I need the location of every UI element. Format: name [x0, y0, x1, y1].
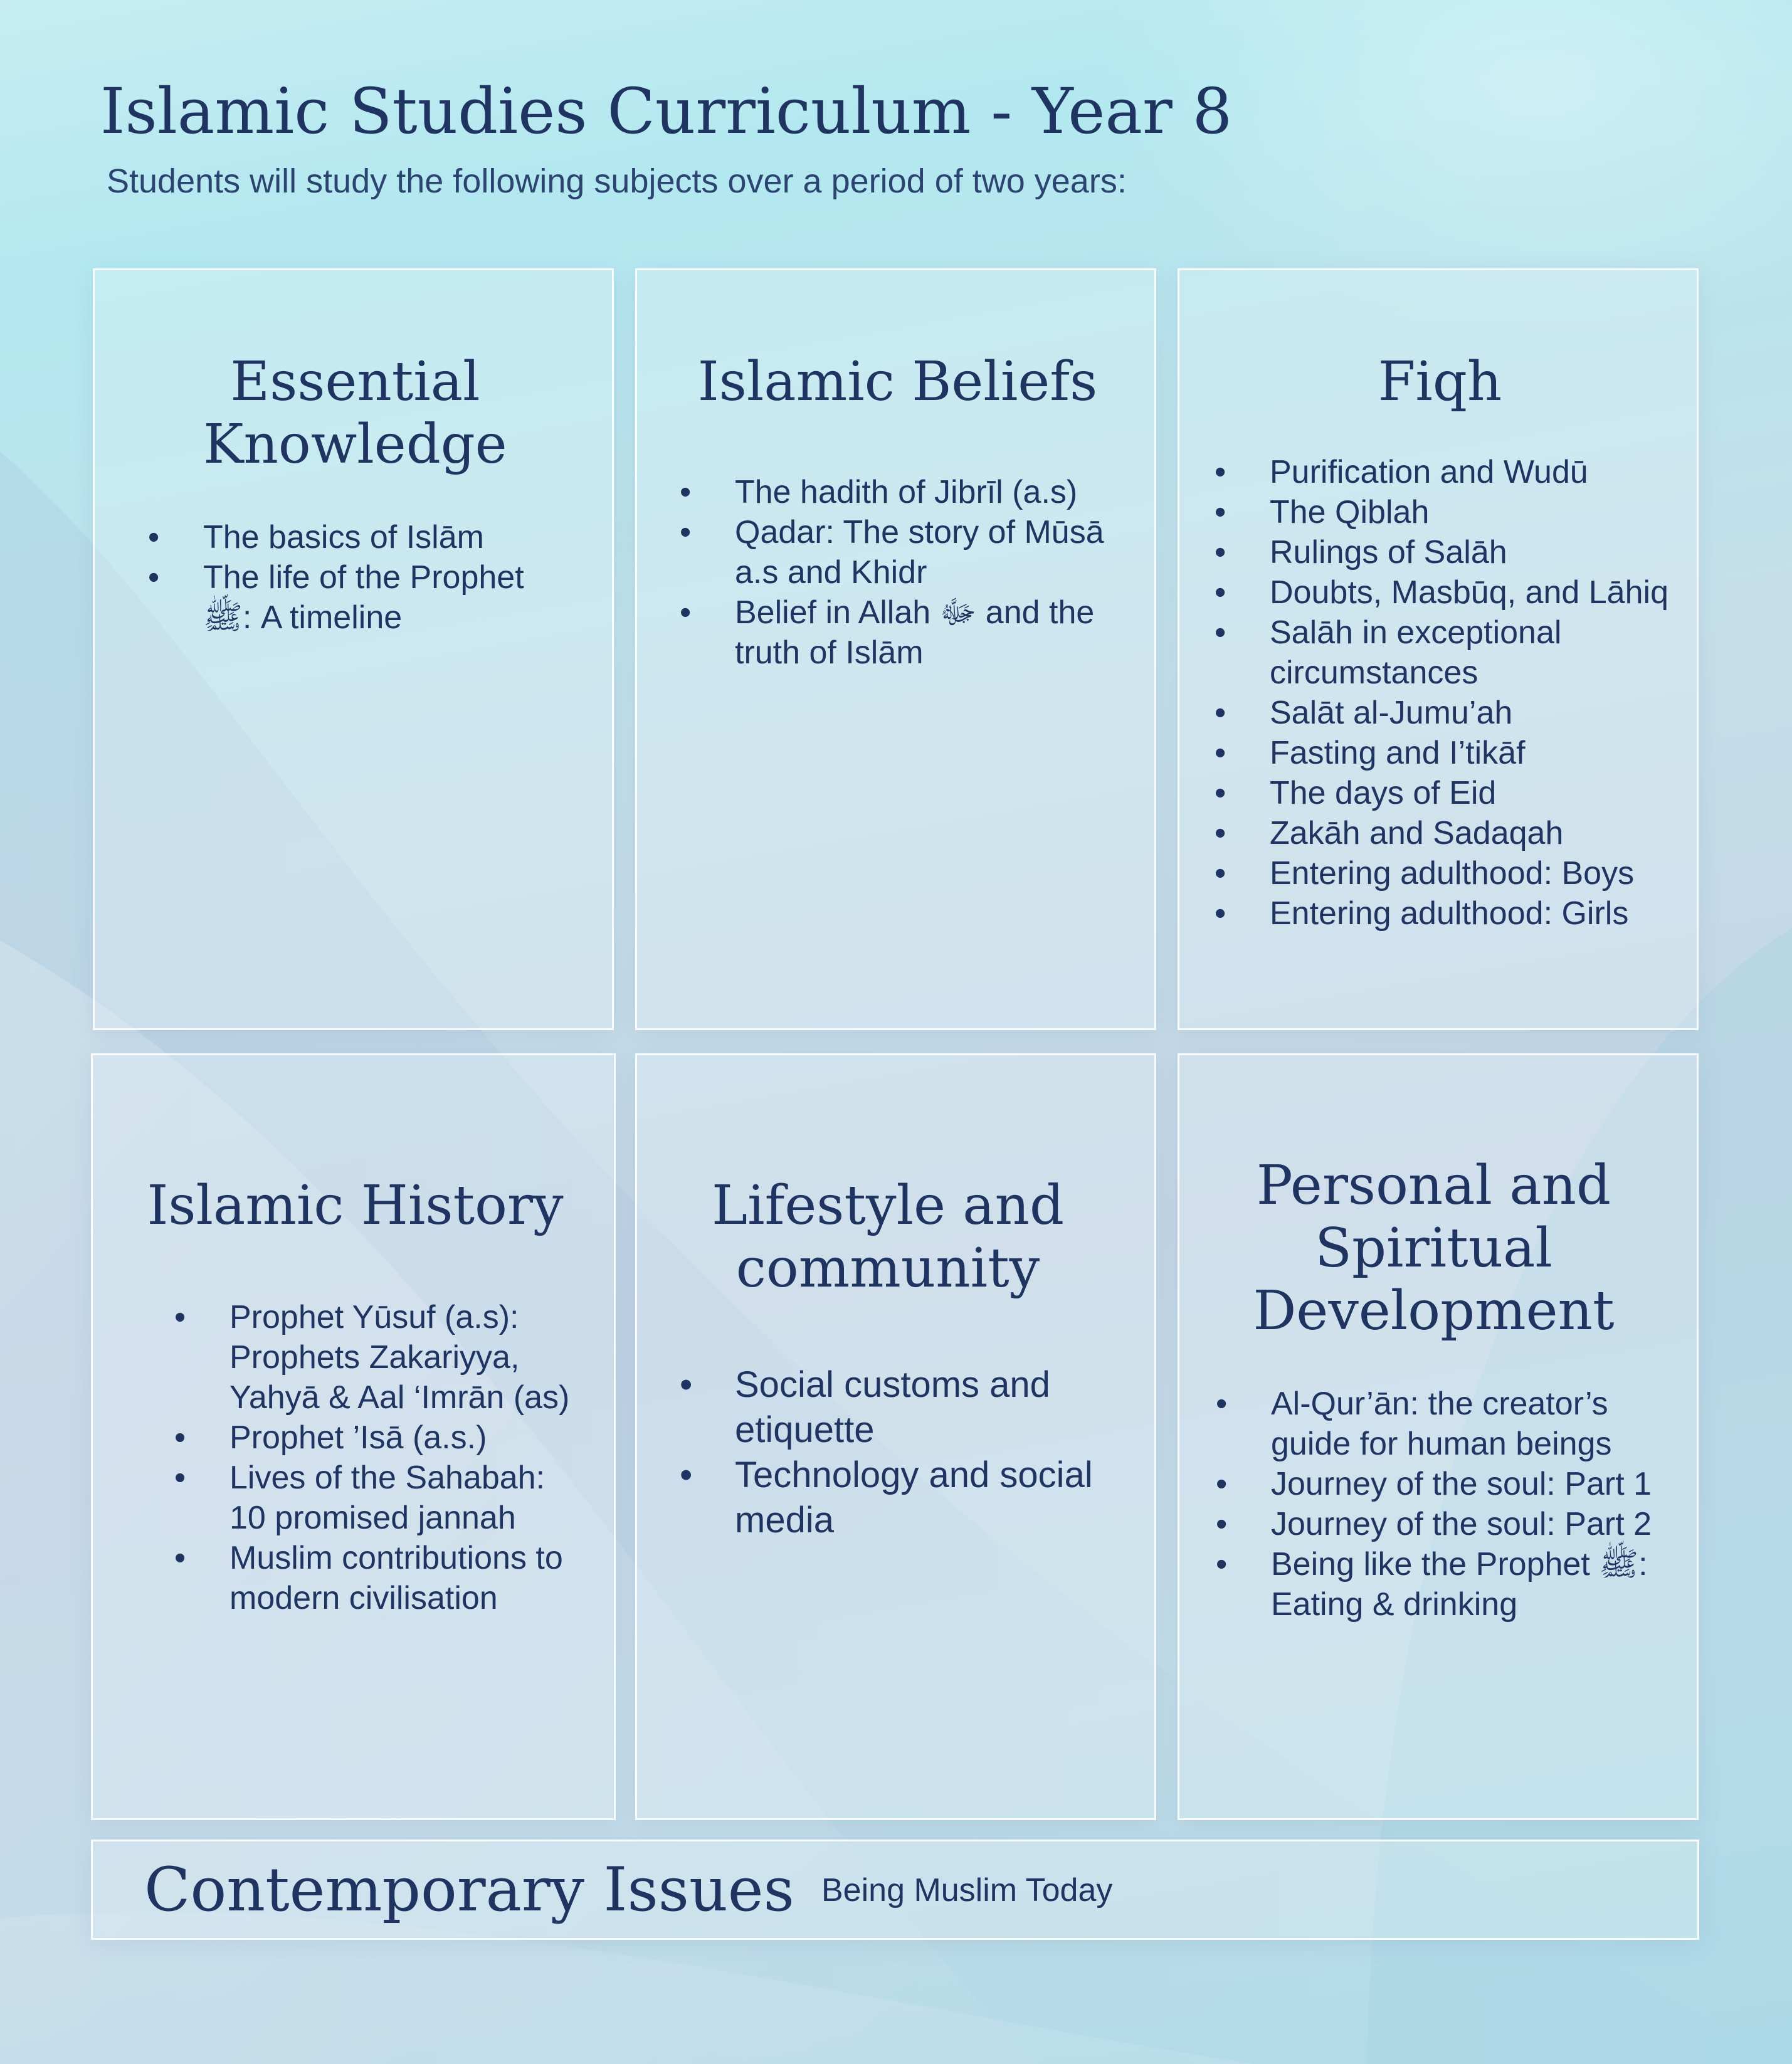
topic-list — [1215, 452, 1691, 934]
list-item: • Entering adulthood: Boys — [1215, 853, 1691, 893]
list-item: • Purification and Wudū — [1215, 452, 1691, 492]
topic-list — [1216, 1384, 1667, 1624]
card-personal-spiritual — [1178, 1053, 1699, 1820]
card-title: Personal and Spiritual Development — [1253, 1154, 1615, 1342]
list-item: • The basics of Islām — [148, 517, 574, 557]
list-item: • Fasting and I’tikāf — [1215, 733, 1691, 773]
list-item: • Journey of the soul: Part 2 — [1216, 1504, 1667, 1544]
list-item: • Muslim contributions to modern civilisation — [174, 1538, 576, 1618]
footer-title: Contemporary Issues — [144, 1855, 794, 1925]
page-title: Islamic Studies Curriculum - Year 8 — [100, 75, 1233, 148]
card-islamic-beliefs — [635, 268, 1156, 1030]
list-item: • Doubts, Masbūq, and Lāhiq — [1215, 572, 1691, 613]
list-item: • Zakāh and Sadaqah — [1215, 813, 1691, 853]
card-title: Lifestyle and community — [711, 1174, 1065, 1300]
list-item: • Being like the Prophet ﷺ: Eating & drinking — [1216, 1544, 1667, 1624]
card-title: Islamic Beliefs — [697, 350, 1098, 413]
list-item: • Prophet Yūsuf (a.s): Prophets Zakariyya, Yahyā & Aal ‘Imrān (as) — [174, 1297, 576, 1418]
topic-list — [680, 1362, 1119, 1543]
list-item: • The hadith of Jibrīl (a.s) — [680, 472, 1119, 512]
list-item: • Technology and social media — [680, 1453, 1119, 1543]
card-contemporary-issues — [91, 1840, 1699, 1940]
list-item: • Salāh in exceptional circumstances — [1215, 613, 1691, 693]
card-fiqh — [1178, 268, 1699, 1030]
card-title: Fiqh — [1378, 350, 1502, 413]
footer-topic: Being Muslim Today — [821, 1872, 1113, 1909]
list-item: • Al-Qur’ān: the creator’s guide for human beings — [1216, 1384, 1667, 1464]
list-item: • The days of Eid — [1215, 773, 1691, 813]
list-item: • Prophet ’Isā (a.s.) — [174, 1418, 576, 1458]
list-item: • Lives of the Sahabah: 10 promised jannah — [174, 1458, 576, 1538]
card-title: Islamic History — [147, 1174, 564, 1237]
list-item: • Belief in Allah ﷻ and the truth of Islām — [680, 592, 1119, 673]
list-item: • Social customs and etiquette — [680, 1362, 1119, 1453]
topic-list — [174, 1297, 576, 1618]
list-item: • The life of the Prophet ﷺ: A timeline — [148, 557, 574, 638]
list-item: • Qadar: The story of Mūsā a.s and Khidr — [680, 512, 1119, 592]
card-islamic-history — [91, 1053, 616, 1820]
page-subtitle: Students will study the following subjects over a period of two years: — [107, 162, 1127, 200]
list-item: • Rulings of Salāh — [1215, 532, 1691, 572]
topic-list — [148, 517, 574, 638]
card-lifestyle-community — [635, 1053, 1156, 1820]
list-item: • Journey of the soul: Part 1 — [1216, 1464, 1667, 1504]
card-title: Essential Knowledge — [203, 350, 507, 476]
list-item: • Salāt al-Jumu’ah — [1215, 693, 1691, 733]
topic-list — [680, 472, 1119, 673]
card-essential-knowledge — [93, 268, 614, 1030]
list-item: • The Qiblah — [1215, 492, 1691, 532]
list-item: • Entering adulthood: Girls — [1215, 893, 1691, 934]
